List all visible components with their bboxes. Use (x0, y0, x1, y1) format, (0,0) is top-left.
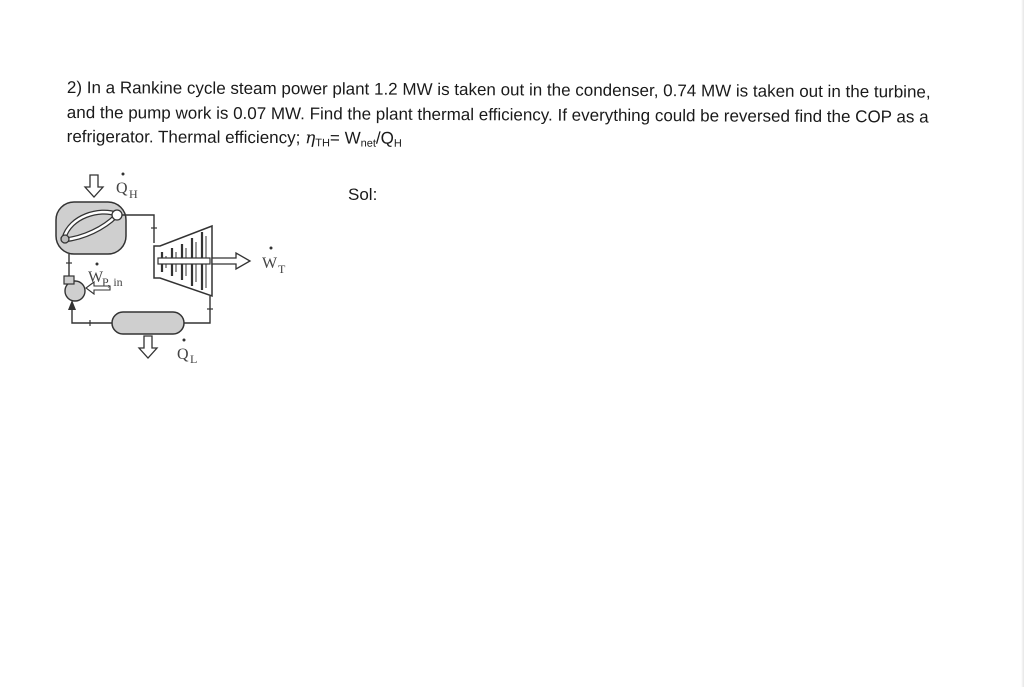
steam-line (122, 215, 154, 243)
q-l-label (177, 339, 197, 367)
boiler (56, 202, 126, 254)
q-h-label (116, 173, 138, 202)
svg-text:Q: Q (177, 346, 189, 363)
problem-line-3 (67, 125, 997, 159)
svg-text:W: W (88, 269, 104, 286)
slash-q: /Q (375, 128, 394, 148)
w-net-subscript: net (360, 137, 376, 150)
svg-text:H: H (129, 187, 138, 201)
equals-w: = W (329, 128, 361, 148)
w-t-label (262, 247, 286, 277)
condensate-line (72, 303, 112, 323)
w-p-in-label (88, 263, 123, 290)
turbine (154, 226, 212, 296)
q-h-subscript: H (393, 137, 402, 150)
svg-text:P, in: P, in (102, 275, 123, 289)
problem-line-3-text: refrigerator. Thermal efficiency; (66, 126, 306, 148)
svg-text:L: L (190, 352, 198, 366)
eta-symbol: η (305, 128, 316, 149)
rankine-cycle-diagram (50, 168, 300, 368)
svg-text:T: T (278, 262, 286, 276)
problem-statement (67, 76, 997, 159)
svg-text:W: W (262, 255, 278, 272)
condenser (112, 312, 184, 334)
problem-line-2: and the pump work is 0.07 MW. Find the plant thermal efficiency. If everything could be reversed find the COP as a (66, 102, 929, 127)
svg-text:Q: Q (116, 180, 128, 197)
solution-label: Sol: (348, 185, 378, 204)
eta-subscript: TH (315, 137, 330, 150)
heat-out-arrow (139, 336, 157, 358)
turbine-exhaust-line (184, 296, 210, 323)
heat-in-arrow (85, 175, 103, 197)
work-out-arrow (212, 253, 250, 269)
problem-line-1: 2) In a Rankine cycle steam power plant 1.2 MW is taken out in the condenser, 0.74 MW is taken out in the turbine, (66, 77, 931, 102)
